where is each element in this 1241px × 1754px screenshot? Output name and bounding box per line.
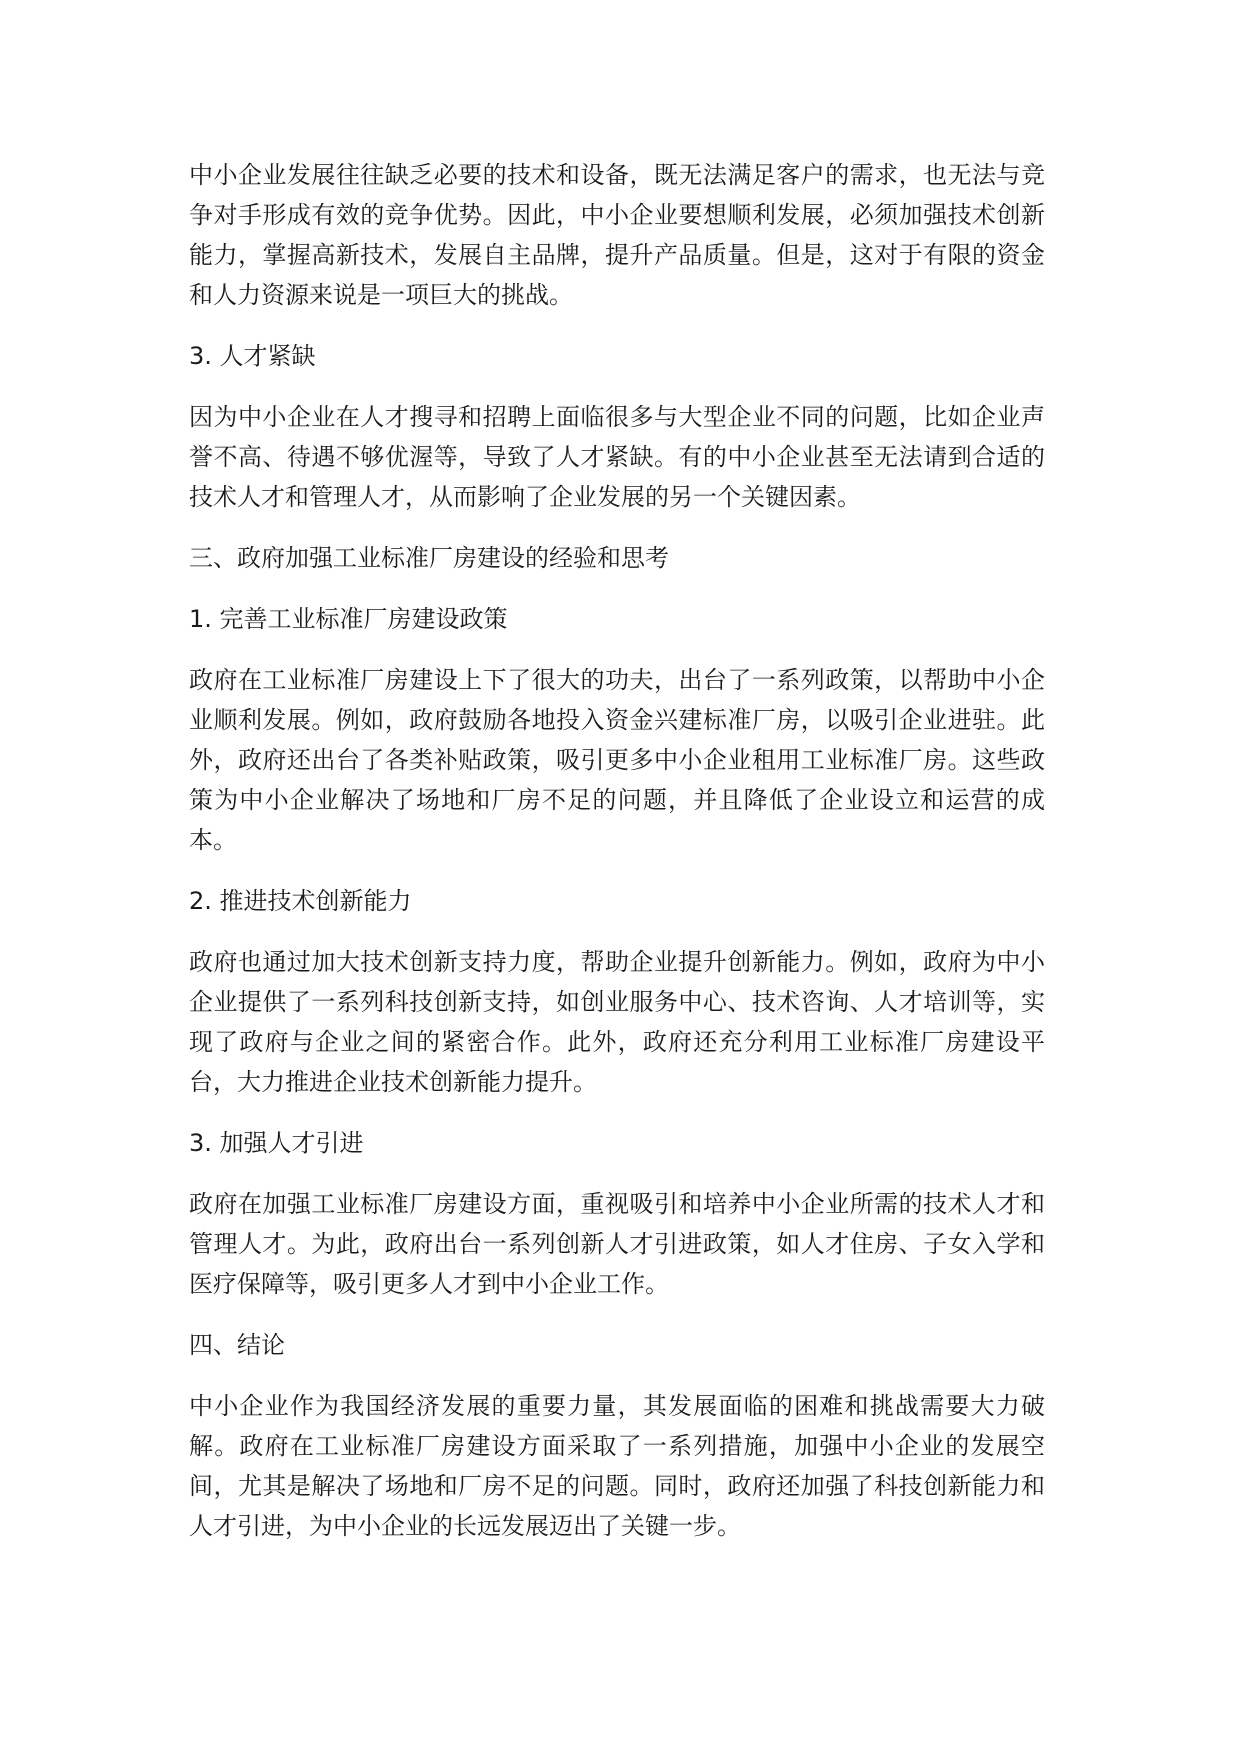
section-heading: 三、政府加强工业标准厂房建设的经验和思考 xyxy=(189,544,669,572)
section-heading: 2. 推进技术创新能力 xyxy=(189,887,412,915)
section-heading: 3. 加强人才引进 xyxy=(189,1129,364,1157)
paragraph-body: 政府在加强工业标准厂房建设方面，重视吸引和培养中小企业所需的技术人才和管理人才。为此，政府出台一系列创新人才引进政策，如人才住房、子女入学和医疗保障等，吸引更多人才到中小企业工作。 xyxy=(189,1190,1045,1298)
section-heading: 3. 人才紧缺 xyxy=(189,342,316,370)
paragraph-body: 中小企业发展往往缺乏必要的技术和设备，既无法满足客户的需求，也无法与竞争对手形成有效的竞争优势。因此，中小企业要想顺利发展，必须加强技术创新能力，掌握高新技术，发展自主品牌，提升产品质量。但是，这对于有限的资金和人力资源来说是一项巨大的挑战。 xyxy=(189,161,1045,309)
paragraph-body: 中小企业作为我国经济发展的重要力量，其发展面临的困难和挑战需要大力破解。政府在工业标准厂房建设方面采取了一系列措施，加强中小企业的发展空间，尤其是解决了场地和厂房不足的问题。同时，政府还加强了科技创新能力和人才引进，为中小企业的长远发展迈出了关键一步。 xyxy=(189,1392,1045,1540)
document-body xyxy=(189,155,1045,1567)
paragraph-body: 政府在工业标准厂房建设上下了很大的功夫，出台了一系列政策，以帮助中小企业顺利发展。例如，政府鼓励各地投入资金兴建标准厂房，以吸引企业进驻。此外，政府还出台了各类补贴政策，吸引更多中小企业租用工业标准厂房。这些政策为中小企业解决了场地和厂房不足的问题，并且降低了企业设立和运营的成本。 xyxy=(189,666,1045,854)
paragraph-body: 因为中小企业在人才搜寻和招聘上面临很多与大型企业不同的问题，比如企业声誉不高、待遇不够优渥等，导致了人才紧缺。有的中小企业甚至无法请到合适的技术人才和管理人才，从而影响了企业发展的另一个关键因素。 xyxy=(189,403,1045,511)
paragraph-body: 政府也通过加大技术创新支持力度，帮助企业提升创新能力。例如，政府为中小企业提供了一系列科技创新支持，如创业服务中心、技术咨询、人才培训等，实现了政府与企业之间的紧密合作。此外，政府还充分利用工业标准厂房建设平台，大力推进企业技术创新能力提升。 xyxy=(189,948,1045,1096)
section-heading: 1. 完善工业标准厂房建设政策 xyxy=(189,605,508,633)
section-heading: 四、结论 xyxy=(189,1331,285,1359)
